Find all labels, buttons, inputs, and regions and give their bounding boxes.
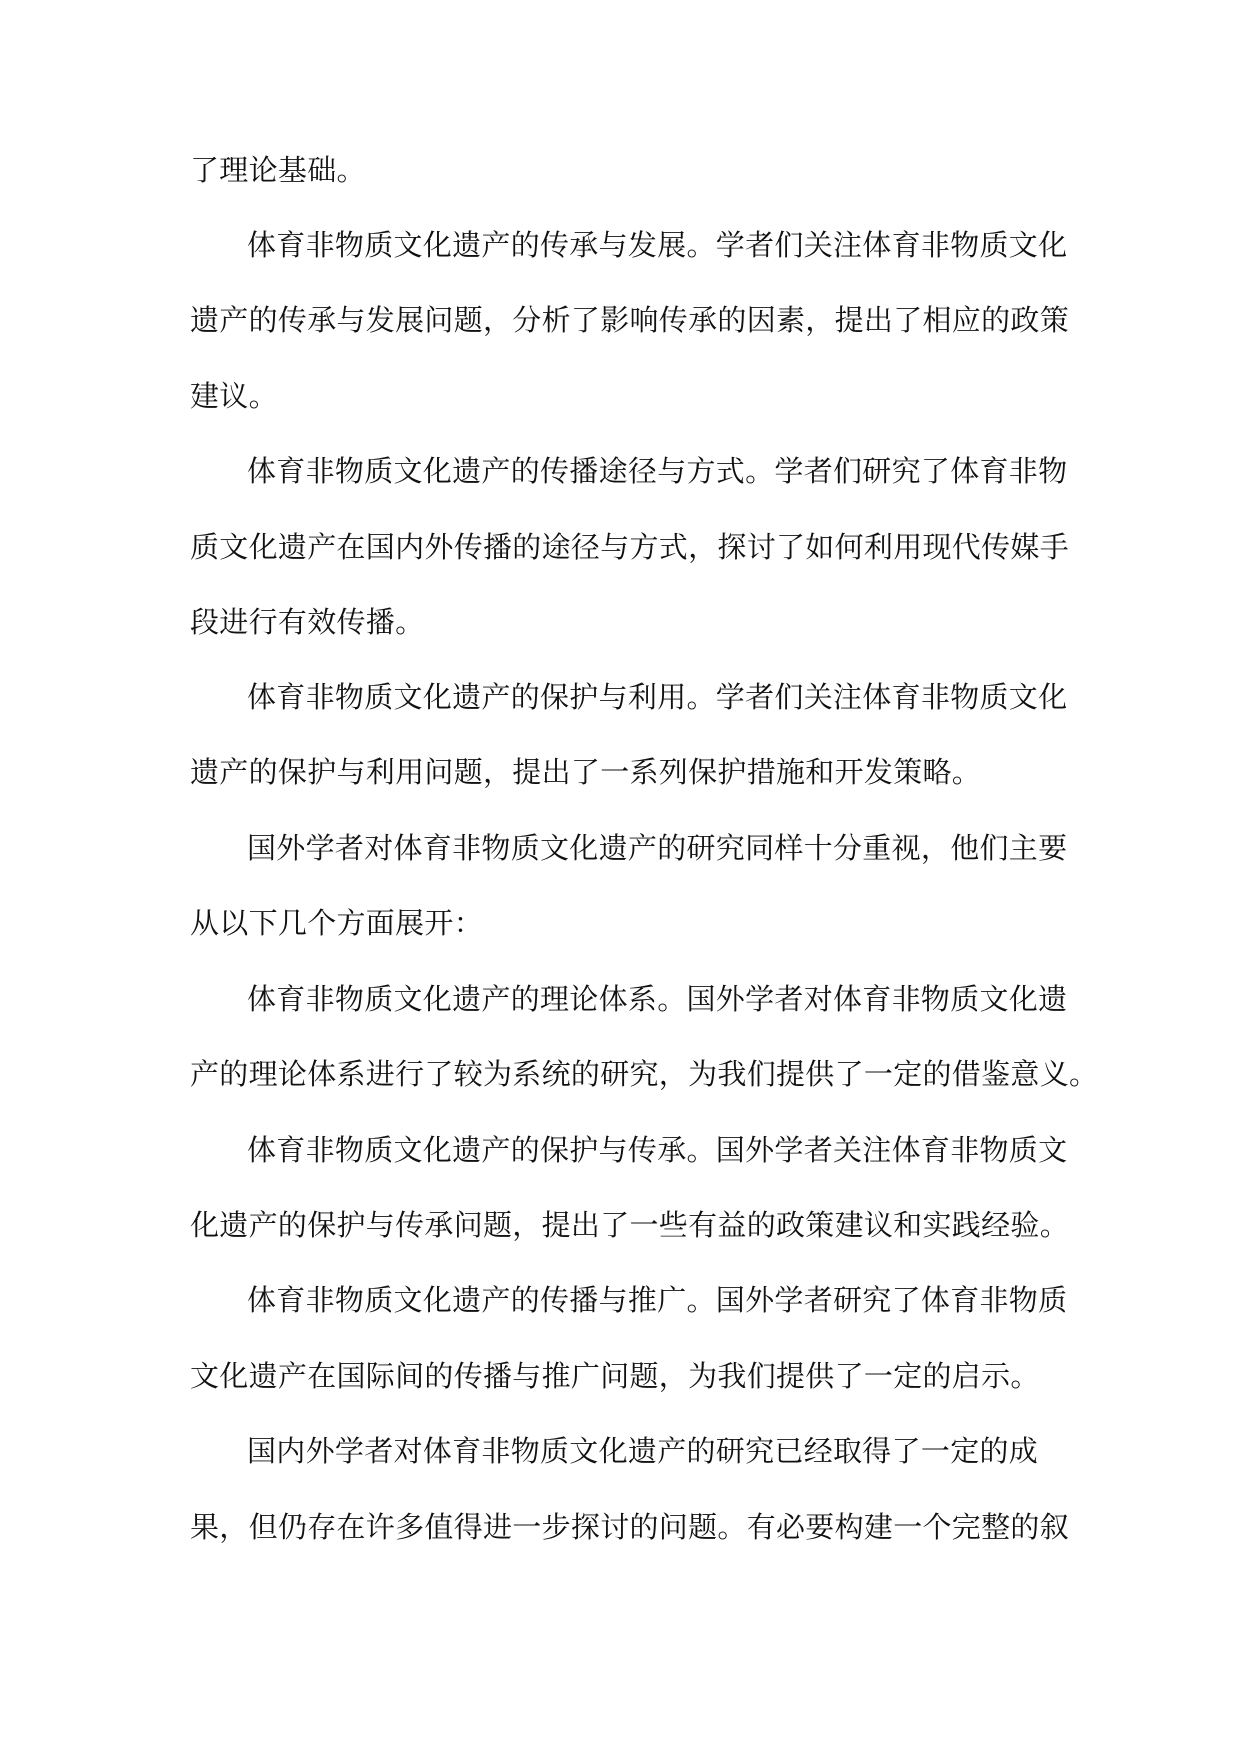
paragraph-first-line: 国内外学者对体育非物质文化遗产的研究已经取得了一定的成 bbox=[247, 1434, 1039, 1468]
paragraph-first-line: 体育非物质文化遗产的理论体系。国外学者对体育非物质文化遗 bbox=[247, 982, 1068, 1016]
paragraph-first-line: 体育非物质文化遗产的传播与推广。国外学者研究了体育非物质 bbox=[247, 1283, 1068, 1317]
text-line: 遗产的传承与发展问题，分析了影响传承的因素，提出了相应的政策 bbox=[190, 303, 1070, 337]
text-line: 段进行有效传播。 bbox=[190, 605, 425, 639]
paragraph-first-line: 国外学者对体育非物质文化遗产的研究同样十分重视，他们主要 bbox=[247, 831, 1068, 865]
paragraph-first-line: 体育非物质文化遗产的传播途径与方式。学者们研究了体育非物 bbox=[247, 454, 1068, 488]
text-line: 了理论基础。 bbox=[190, 153, 366, 187]
text-line: 产的理论体系进行了较为系统的研究，为我们提供了一定的借鉴意义。 bbox=[190, 1057, 1099, 1091]
text-line: 化遗产的保护与传承问题，提出了一些有益的政策建议和实践经验。 bbox=[190, 1208, 1070, 1242]
text-line: 质文化遗产在国内外传播的途径与方式，探讨了如何利用现代传媒手 bbox=[190, 530, 1070, 564]
text-line: 建议。 bbox=[190, 379, 278, 413]
paragraph-first-line: 体育非物质文化遗产的保护与利用。学者们关注体育非物质文化 bbox=[247, 680, 1068, 714]
text-line: 果，但仍存在许多值得进一步探讨的问题。有必要构建一个完整的叙 bbox=[190, 1510, 1070, 1544]
text-line: 从以下几个方面展开： bbox=[190, 906, 484, 940]
paragraph-first-line: 体育非物质文化遗产的传承与发展。学者们关注体育非物质文化 bbox=[247, 228, 1068, 262]
text-line: 遗产的保护与利用问题，提出了一系列保护措施和开发策略。 bbox=[190, 755, 982, 789]
text-line: 文化遗产在国际间的传播与推广问题，为我们提供了一定的启示。 bbox=[190, 1359, 1040, 1393]
paragraph-first-line: 体育非物质文化遗产的保护与传承。国外学者关注体育非物质文 bbox=[247, 1133, 1068, 1167]
